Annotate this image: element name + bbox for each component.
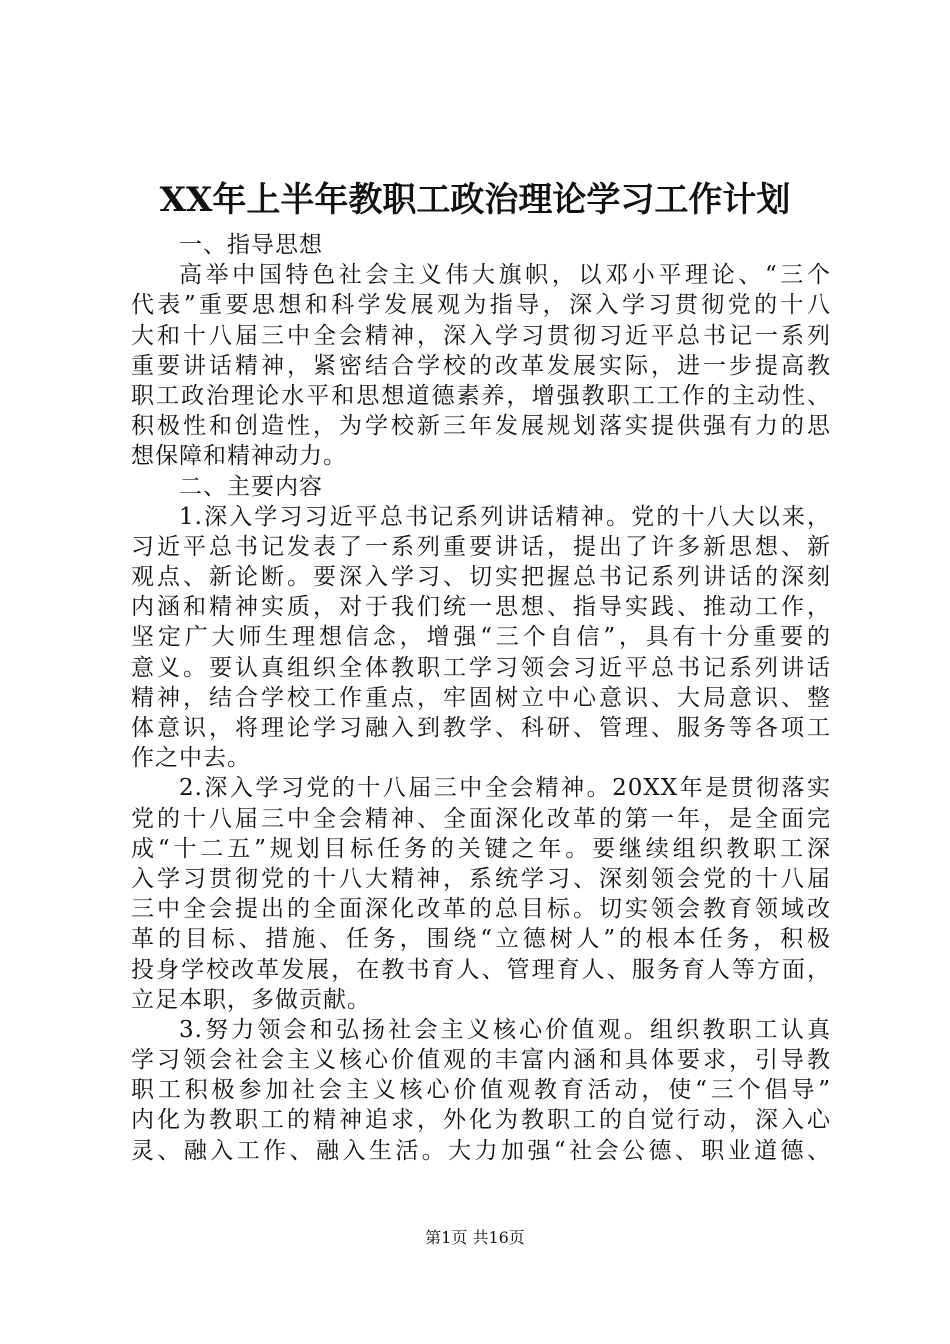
document-title: XX年上半年教职工政治理论学习工作计划 [159,180,791,220]
text-line: 革的目标、措施、任务，围绕“立德树人”的根本任务，积极 [131,926,831,953]
text-line: 积极性和创造性，为学校新三年发展规划落实提供强有力的思 [131,413,831,440]
text-line: 职工积极参加社会主义核心价值观教育活动，使“三个倡导” [131,1077,831,1104]
text-line: 职工政治理论水平和思想道德素养，增强教职工工作的主动性、 [131,382,831,409]
text-line: 成“十二五”规划目标任务的关键之年。要继续组织教职工深 [131,835,831,862]
text-line: 代表”重要思想和科学发展观为指导，深入学习贯彻党的十八 [131,292,831,319]
text-line: 内涵和精神实质，对于我们统一思想、指导实践、推动工作， [131,594,831,621]
text-line: 重要讲话精神，紧密结合学校的改革发展实际，进一步提高教 [131,352,831,379]
text-line: 想保障和精神动力。 [131,443,347,470]
page-footer: 第1页 共16页 [425,1228,525,1247]
text-line: 习近平总书记发表了一系列重要讲话，提出了许多新思想、新 [131,533,831,560]
text-line: 体意识，将理论学习融入到教学、科研、管理、服务等各项工 [131,715,831,741]
section-heading: 一、指导思想 [179,232,323,258]
text-line: 高举中国特色社会主义伟大旗帜，以邓小平理论、“三个 [179,262,831,289]
text-line: 学习领会社会主义核心价值观的丰富内涵和具体要求，引导教 [131,1047,831,1074]
text-line: 投身学校改革发展，在教书育人、管理育人、服务育人等方面， [131,956,831,983]
text-line: 1.深入学习习近平总书记系列讲话精神。党的十八大以来， [179,503,831,530]
text-line: 2.深入学习党的十八届三中全会精神。20XX年是贯彻落实 [179,775,831,802]
text-line: 灵、融入工作、融入生活。大力加强“社会公德、职业道德、 [131,1137,831,1164]
text-line: 精神，结合学校工作重点，牢固树立中心意识、大局意识、整 [131,684,831,711]
text-line: 大和十八届三中全会精神，深入学习贯彻习近平总书记一系列 [131,322,831,349]
text-line: 作之中去。 [131,745,251,772]
text-line: 入学习贯彻党的十八大精神，系统学习、深刻领会党的十八届 [131,865,831,892]
text-line: 3.努力领会和弘扬社会主义核心价值观。组织教职工认真 [179,1016,831,1043]
text-line: 党的十八届三中全会精神、全面深化改革的第一年，是全面完 [131,805,831,832]
text-line: 观点、新论断。要深入学习、切实把握总书记系列讲话的深刻 [131,564,831,591]
text-line: 坚定广大师生理想信念，增强“三个自信”，具有十分重要的 [131,624,831,651]
text-line: 内化为教职工的精神追求，外化为教职工的自觉行动，深入心 [131,1107,831,1134]
text-line: 三中全会提出的全面深化改革的总目标。切实领会教育领域改 [131,896,831,923]
section-heading: 二、主要内容 [179,473,323,500]
text-line: 立足本职，多做贡献。 [131,986,371,1013]
document-body [131,230,831,1166]
text-line: 意义。要认真组织全体教职工学习领会习近平总书记系列讲话 [131,654,831,681]
